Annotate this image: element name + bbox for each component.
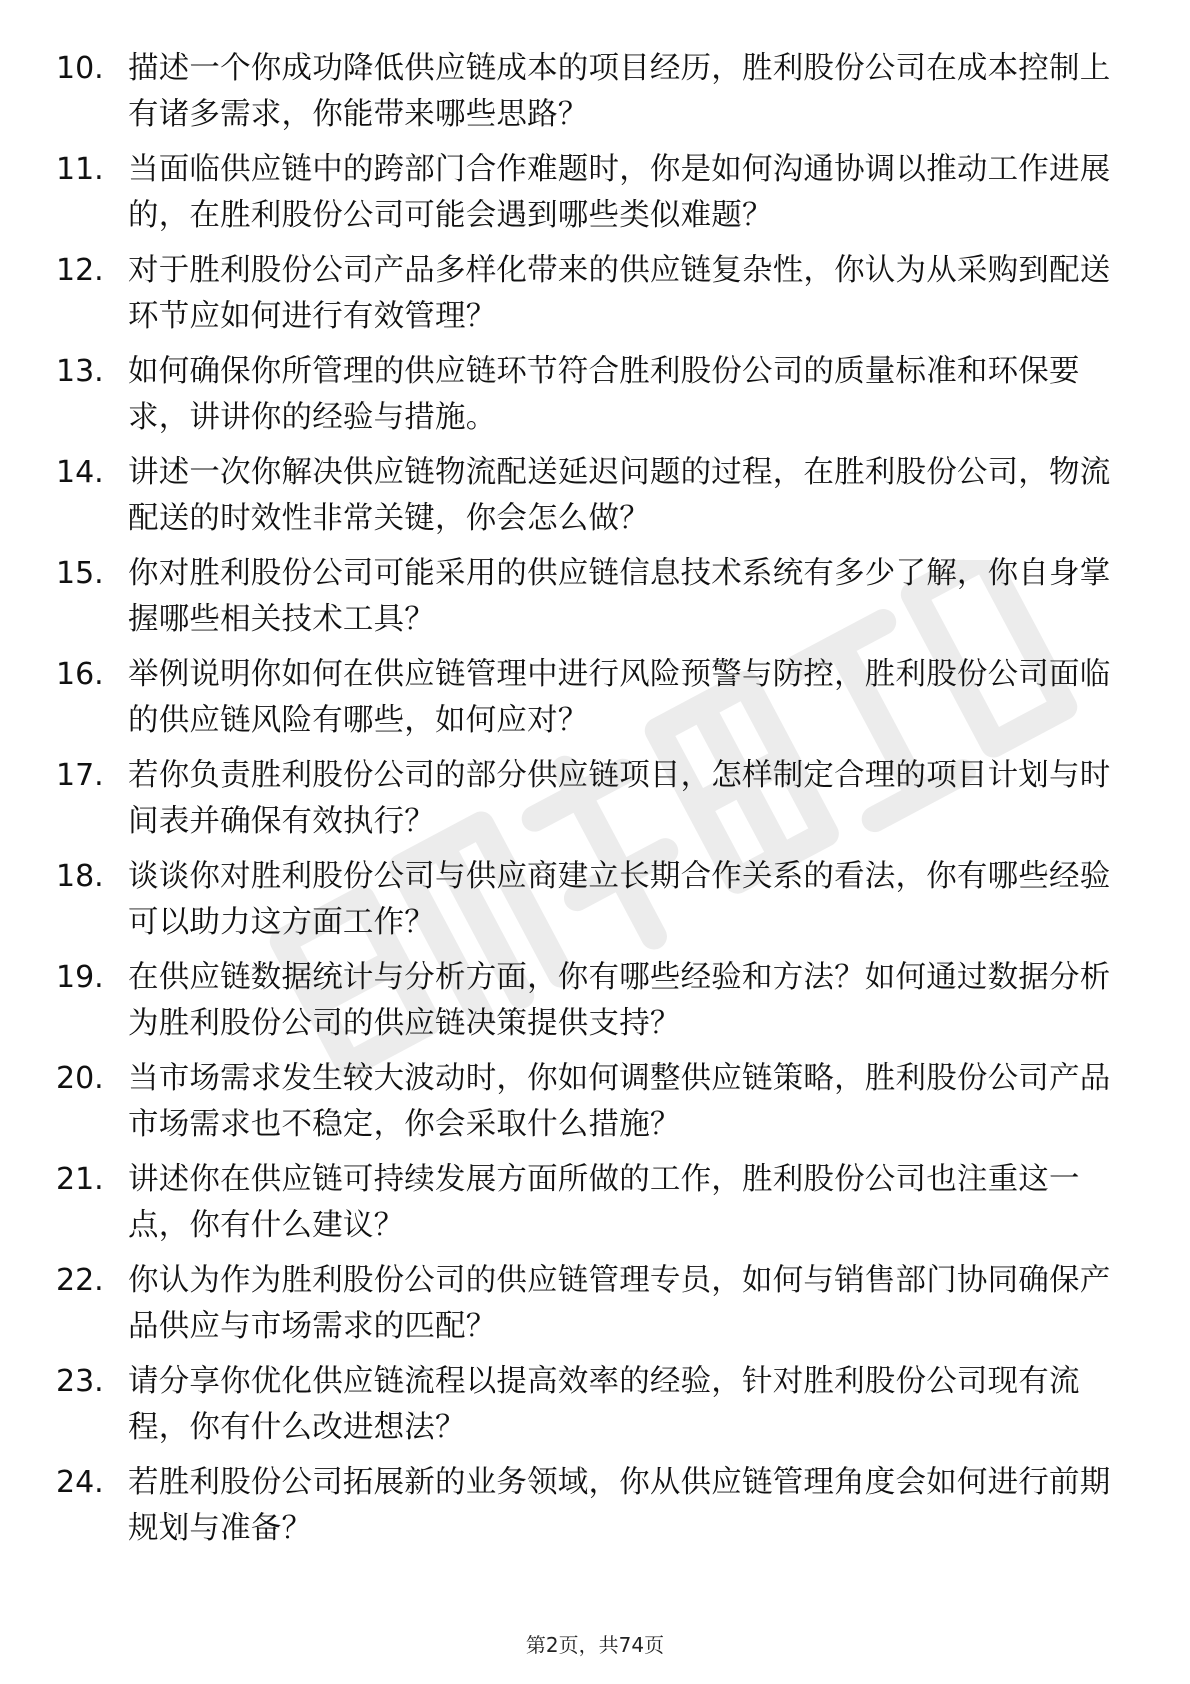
- question-text: 当市场需求发生较大波动时，你如何调整供应链策略，胜利股份公司产品市场需求也不稳定，你会采取什么措施？: [128, 1061, 1111, 1142]
- question-number: 19.: [56, 960, 104, 995]
- question-number: 18.: [56, 859, 104, 894]
- list-item: [56, 1258, 1116, 1350]
- list-item: [56, 349, 1116, 441]
- question-text: 如何确保你所管理的供应链环节符合胜利股份公司的质量标准和环保要求，讲讲你的经验与措施。: [128, 354, 1080, 435]
- question-text: 请分享你优化供应链流程以提高效率的经验，针对胜利股份公司现有流程，你有什么改进想法？: [128, 1364, 1080, 1445]
- question-text: 对于胜利股份公司产品多样化带来的供应链复杂性，你认为从采购到配送环节应如何进行有效管理？: [128, 253, 1111, 334]
- list-item: [56, 1056, 1116, 1148]
- question-number: 15.: [56, 556, 104, 591]
- question-number: 10.: [56, 51, 104, 86]
- list-item: [56, 753, 1116, 845]
- question-text: 若胜利股份公司拓展新的业务领域，你从供应链管理角度会如何进行前期规划与准备？: [128, 1465, 1111, 1546]
- list-item: [56, 46, 1116, 138]
- question-number: 13.: [56, 354, 104, 389]
- question-text: 讲述一次你解决供应链物流配送延迟问题的过程，在胜利股份公司，物流配送的时效性非常关键，你会怎么做？: [128, 455, 1111, 536]
- question-text: 谈谈你对胜利股份公司与供应商建立长期合作关系的看法，你有哪些经验可以助力这方面工作？: [128, 859, 1111, 940]
- list-item: [56, 652, 1116, 744]
- list-item: [56, 147, 1116, 239]
- question-number: 20.: [56, 1061, 104, 1096]
- question-text: 讲述你在供应链可持续发展方面所做的工作，胜利股份公司也注重这一点，你有什么建议？: [128, 1162, 1080, 1243]
- question-list: [56, 46, 1116, 1561]
- question-text: 若你负责胜利股份公司的部分供应链项目，怎样制定合理的项目计划与时间表并确保有效执行？: [128, 758, 1111, 839]
- question-number: 12.: [56, 253, 104, 288]
- question-text: 描述一个你成功降低供应链成本的项目经历，胜利股份公司在成本控制上有诸多需求，你能带来哪些思路？: [128, 51, 1111, 132]
- list-item: [56, 955, 1116, 1047]
- question-text: 举例说明你如何在供应链管理中进行风险预警与防控，胜利股份公司面临的供应链风险有哪些，如何应对？: [128, 657, 1111, 738]
- question-number: 16.: [56, 657, 104, 692]
- question-number: 24.: [56, 1465, 104, 1500]
- list-item: [56, 1460, 1116, 1552]
- list-item: [56, 854, 1116, 946]
- page-footer: 第2页，共74页: [525, 1633, 665, 1657]
- question-text: 你认为作为胜利股份公司的供应链管理专员，如何与销售部门协同确保产品供应与市场需求的匹配？: [128, 1263, 1111, 1344]
- list-item: [56, 1157, 1116, 1249]
- question-number: 11.: [56, 152, 104, 187]
- question-text: 当面临供应链中的跨部门合作难题时，你是如何沟通协调以推动工作进展的，在胜利股份公司可能会遇到哪些类似难题？: [128, 152, 1111, 233]
- question-number: 17.: [56, 758, 104, 793]
- question-text: 在供应链数据统计与分析方面，你有哪些经验和方法？如何通过数据分析为胜利股份公司的供应链决策提供支持？: [128, 960, 1111, 1041]
- question-number: 22.: [56, 1263, 104, 1298]
- question-text: 你对胜利股份公司可能采用的供应链信息技术系统有多少了解，你自身掌握哪些相关技术工具？: [128, 556, 1111, 637]
- question-number: 23.: [56, 1364, 104, 1399]
- question-number: 14.: [56, 455, 104, 490]
- list-item: [56, 248, 1116, 340]
- list-item: [56, 551, 1116, 643]
- question-number: 21.: [56, 1162, 104, 1197]
- list-item: [56, 1359, 1116, 1451]
- list-item: [56, 450, 1116, 542]
